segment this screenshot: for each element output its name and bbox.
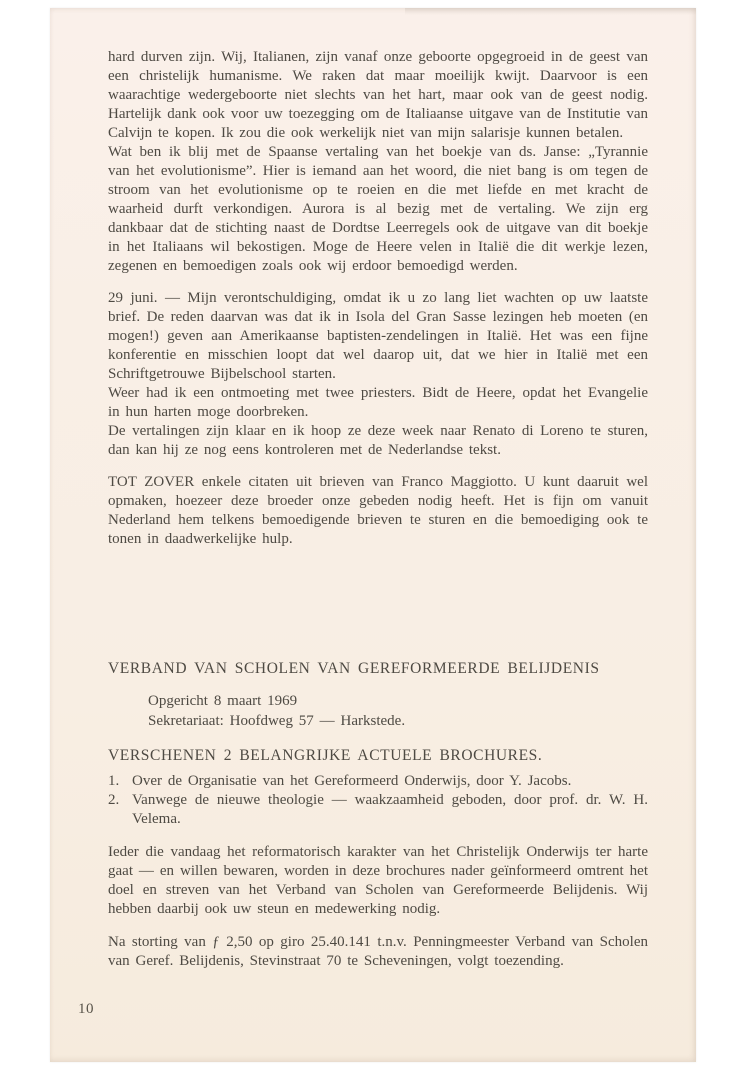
letter-paragraph: De vertalingen zijn klaar en ik hoop ze deze week naar Renato di Loreno te sturen, dan kan hij ze nog eens kontroleren met de Nederlandse tekst.: [108, 423, 648, 458]
brochure-item-number: 2.: [108, 792, 120, 808]
brochure-item: [108, 772, 648, 791]
closing-remark: [108, 473, 648, 549]
letter-paragraph: Weer had ik een ontmoeting met twee priesters. Bidt de Heere, opdat het Evangelie in hun harten moge doorbreken.: [108, 385, 648, 420]
letter-paragraph: hard durven zijn. Wij, Italianen, zijn vanaf onze geboorte opgegroeid in de geest van een christelijk humanisme. We raken dat maar moeilijk kwijt. Daarvoor is een waarachtige wedergeboorte niet slechts van het hart, maar ook van de geest nodig. Hartelijk dank ook voor uw toezegging om de Italiaanse uitgave van de Institutie van Calvijn te kopen. Ik zou die ook werkelijk niet van mijn salarisje kunnen betalen.: [108, 49, 648, 141]
founded-line: Opgericht 8 maart 1969: [148, 693, 298, 709]
association-section: [108, 659, 648, 971]
letter-entry-29-juni: [108, 289, 648, 460]
association-info-paragraph: Ieder die vandaag het reformatorisch karakter van het Christelijk Onderwijs ter harte gaat — en willen bewaren, worden in deze brochures nader geïnformeerd omtrent het doel en streven van het Verband van Scholen van Gereformeerde Belijdenis. Wij hebben daarbij ook uw steun en medewerking nodig.: [108, 844, 648, 917]
letter-paragraph: 29 juni. — Mijn verontschuldiging, omdat ik u zo lang liet wachten op uw laatste brief. De reden daarvan was dat ik in Isola del Gran Sasse lezingen heb moeten (en mogen!) geven aan Amerikaanse baptisten-zendelingen in Italië. Het was een fijne konferentie en misschien loopt dat wel daarop uit, dat we hier in Italië met een Schriftgetrouwe Bijbelschool starten.: [108, 290, 648, 382]
brochure-item: [108, 791, 648, 829]
association-heading: VERBAND VAN SCHOLEN VAN GEREFORMEERDE BELIJDENIS: [108, 660, 600, 677]
brochures-heading: VERSCHENEN 2 BELANGRIJKE ACTUELE BROCHURES.: [108, 747, 543, 764]
brochure-item-text: Over de Organisatie van het Gereformeerd Onderwijs, door Y. Jacobs.: [132, 773, 572, 789]
brochure-item-text: Vanwege de nieuwe theologie — waakzaamheid geboden, door prof. dr. W. H. Velema.: [132, 792, 648, 827]
brochure-item-number: 1.: [108, 773, 120, 789]
page-number: 10: [78, 1001, 94, 1017]
association-details: [148, 691, 648, 731]
order-instructions-paragraph: Na storting van ƒ 2,50 op giro 25.40.141 t.n.v. Penningmeester Verband van Scholen van Geref. Belijdenis, Stevinstraat 70 te Scheveningen, volgt toezending.: [108, 934, 648, 969]
letter-paragraph: TOT ZOVER enkele citaten uit brieven van Franco Maggiotto. U kunt daaruit wel opmaken, hoezeer deze broeder onze gebeden nodig heeft. Het is fijn om vanuit Nederland hem telkens bemoedigende brieven te sturen en die bemoediging ook te tonen in daadwerkelijke hulp.: [108, 474, 648, 547]
secretariat-line: Sekretariaat: Hoofdweg 57 — Harkstede.: [148, 713, 406, 729]
brochure-list: [108, 772, 648, 829]
letter-paragraph: Wat ben ik blij met de Spaanse vertaling van het boekje van ds. Janse: „Tyrannie van het evolutionisme”. Hier is iemand aan het woord, die niet bang is om tegen de stroom van het evolutionisme op te roeien en die met liefde en met kracht de waarheid durft verkondigen. Aurora is al bezig met de vertaling. We zijn erg dankbaar dat de stichting naast de Dordtse Leerregels ook de uitgave van dit boekje in het Italiaans wil bekostigen. Moge de Heere velen in Italië die dit werkje lezen, zegenen en bemoedigen zoals ook wij erdoor bemoedigd werden.: [108, 144, 648, 274]
scanned-page: [50, 8, 696, 1062]
page-text-column: [50, 8, 696, 971]
